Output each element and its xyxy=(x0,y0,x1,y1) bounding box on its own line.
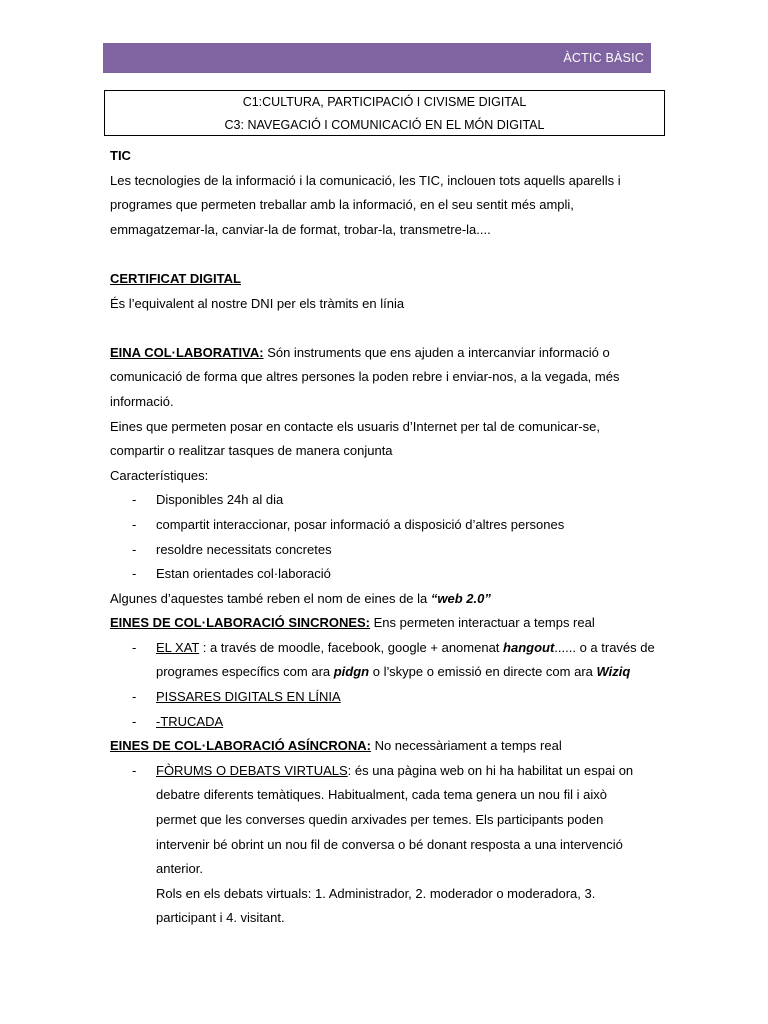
list-item-continuation: anterior. xyxy=(156,861,203,877)
tic-line: Les tecnologies de la informació i la comunicació, les TIC, inclouen tots aquells aparells i xyxy=(110,172,621,188)
list-item-continuation: Rols en els debats virtuals: 1. Administrador, 2. moderador o moderadora, 3. xyxy=(156,885,596,901)
sincrones-heading: EINES DE COL·LABORACIÓ SINCRONES: xyxy=(110,615,371,631)
xat-label: EL XAT xyxy=(156,639,200,655)
xat-text: o l’skype o emissió en directe com ara xyxy=(369,664,597,680)
tic-heading: TIC xyxy=(110,148,131,163)
list-item xyxy=(110,562,655,587)
header-bar xyxy=(103,43,651,73)
tic-line: emmagatzemar-la, canviar-la de format, trobar-la, transmetre-la.... xyxy=(110,221,491,237)
list-item-continuation xyxy=(110,660,655,685)
trucada-label: -TRUCADA xyxy=(156,713,224,729)
list-item-continuation: debatre diferents temàtiques. Habitualment, cada tema genera un nou fil i això xyxy=(156,787,607,803)
xat-wiziq: Wiziq xyxy=(596,664,631,680)
list-item xyxy=(110,538,655,563)
sincrones-text: Ens permeten interactuar a temps real xyxy=(370,615,595,631)
web-prefix: Algunes d’aquestes també reben el nom de eines de la xyxy=(110,590,431,606)
tic-line: programes que permeten treballar amb la informació, en el seu sentit més ampli, xyxy=(110,197,574,213)
list-dash: - xyxy=(132,516,137,532)
eina-heading: EINA COL·LABORATIVA: xyxy=(110,344,264,360)
header-label: ÀCTIC BÀSIC xyxy=(563,51,644,65)
eina-text: Són instruments que ens ajuden a intercanviar informació o xyxy=(263,344,610,360)
web-term: “web 2.0” xyxy=(430,590,491,606)
list-item xyxy=(110,513,655,538)
certificat-heading: CERTIFICAT DIGITAL xyxy=(110,270,241,286)
list-dash: - xyxy=(132,492,137,508)
xat-hangout: hangout xyxy=(503,639,555,655)
asincrona-text: No necessàriament a temps real xyxy=(370,738,562,754)
list-dash: - xyxy=(132,689,137,705)
pissares-label: PISSARES DIGITALS EN LÍNIA xyxy=(156,689,341,705)
eina-text: compartir o realitzar tasques de manera conjunta xyxy=(110,443,393,459)
xat-text: ...... o a través de xyxy=(554,639,655,655)
feature-text: Estan orientades col·laboració xyxy=(156,566,331,582)
title-box xyxy=(104,90,665,136)
title-line-2: C3: NAVEGACIÓ I COMUNICACIÓ EN EL MÓN DIGITAL xyxy=(224,118,545,132)
eina-text: informació. xyxy=(110,393,174,409)
list-dash: - xyxy=(132,713,137,729)
list-item-continuation: intervenir bé obrint un nou fil de conversa o bé donant resposta a una intervenció xyxy=(156,836,623,852)
forums-text: : és una pàgina web on hi ha habilitat un espai on xyxy=(347,762,634,778)
feature-text: compartit interaccionar, posar informació a disposició d’altres persones xyxy=(156,516,565,532)
feature-text: resoldre necessitats concretes xyxy=(156,541,332,557)
xat-text: : a través de moodle, facebook, google + anomenat xyxy=(199,639,504,655)
features-label: Característiques: xyxy=(110,467,209,483)
eina-text: comunicació de forma que altres persones la poden rebre i enviar-nos, a la vegada, més xyxy=(110,369,620,385)
title-line-1: C1:CULTURA, PARTICIPACIÓ I CIVISME DIGITAL xyxy=(242,95,527,109)
list-item xyxy=(110,488,655,513)
list-item xyxy=(110,710,655,735)
feature-text: Disponibles 24h al dia xyxy=(156,492,284,508)
eina-text: Eines que permeten posar en contacte els usuaris d’Internet per tal de comunicar-se, xyxy=(110,418,600,434)
list-item-continuation: permet que les converses quedin arxivades per temes. Els participants poden xyxy=(156,812,604,828)
asincrona-heading: EINES DE COL·LABORACIÓ ASÍNCRONA: xyxy=(110,738,371,754)
list-dash: - xyxy=(132,639,137,655)
certificat-text: És l’equivalent al nostre DNI per els tràmits en línia xyxy=(110,295,405,311)
list-item-continuation: participant i 4. visitant. xyxy=(156,910,285,926)
xat-text: programes específics com ara xyxy=(156,664,334,680)
list-dash: - xyxy=(132,566,137,582)
xat-pidgn: pidgn xyxy=(333,664,370,680)
list-item xyxy=(110,685,655,710)
forums-label: FÒRUMS O DEBATS VIRTUALS xyxy=(156,762,348,778)
list-dash: - xyxy=(132,762,137,778)
list-dash: - xyxy=(132,541,137,557)
list-item xyxy=(110,759,655,784)
document-body xyxy=(110,144,655,931)
list-item xyxy=(110,636,655,661)
